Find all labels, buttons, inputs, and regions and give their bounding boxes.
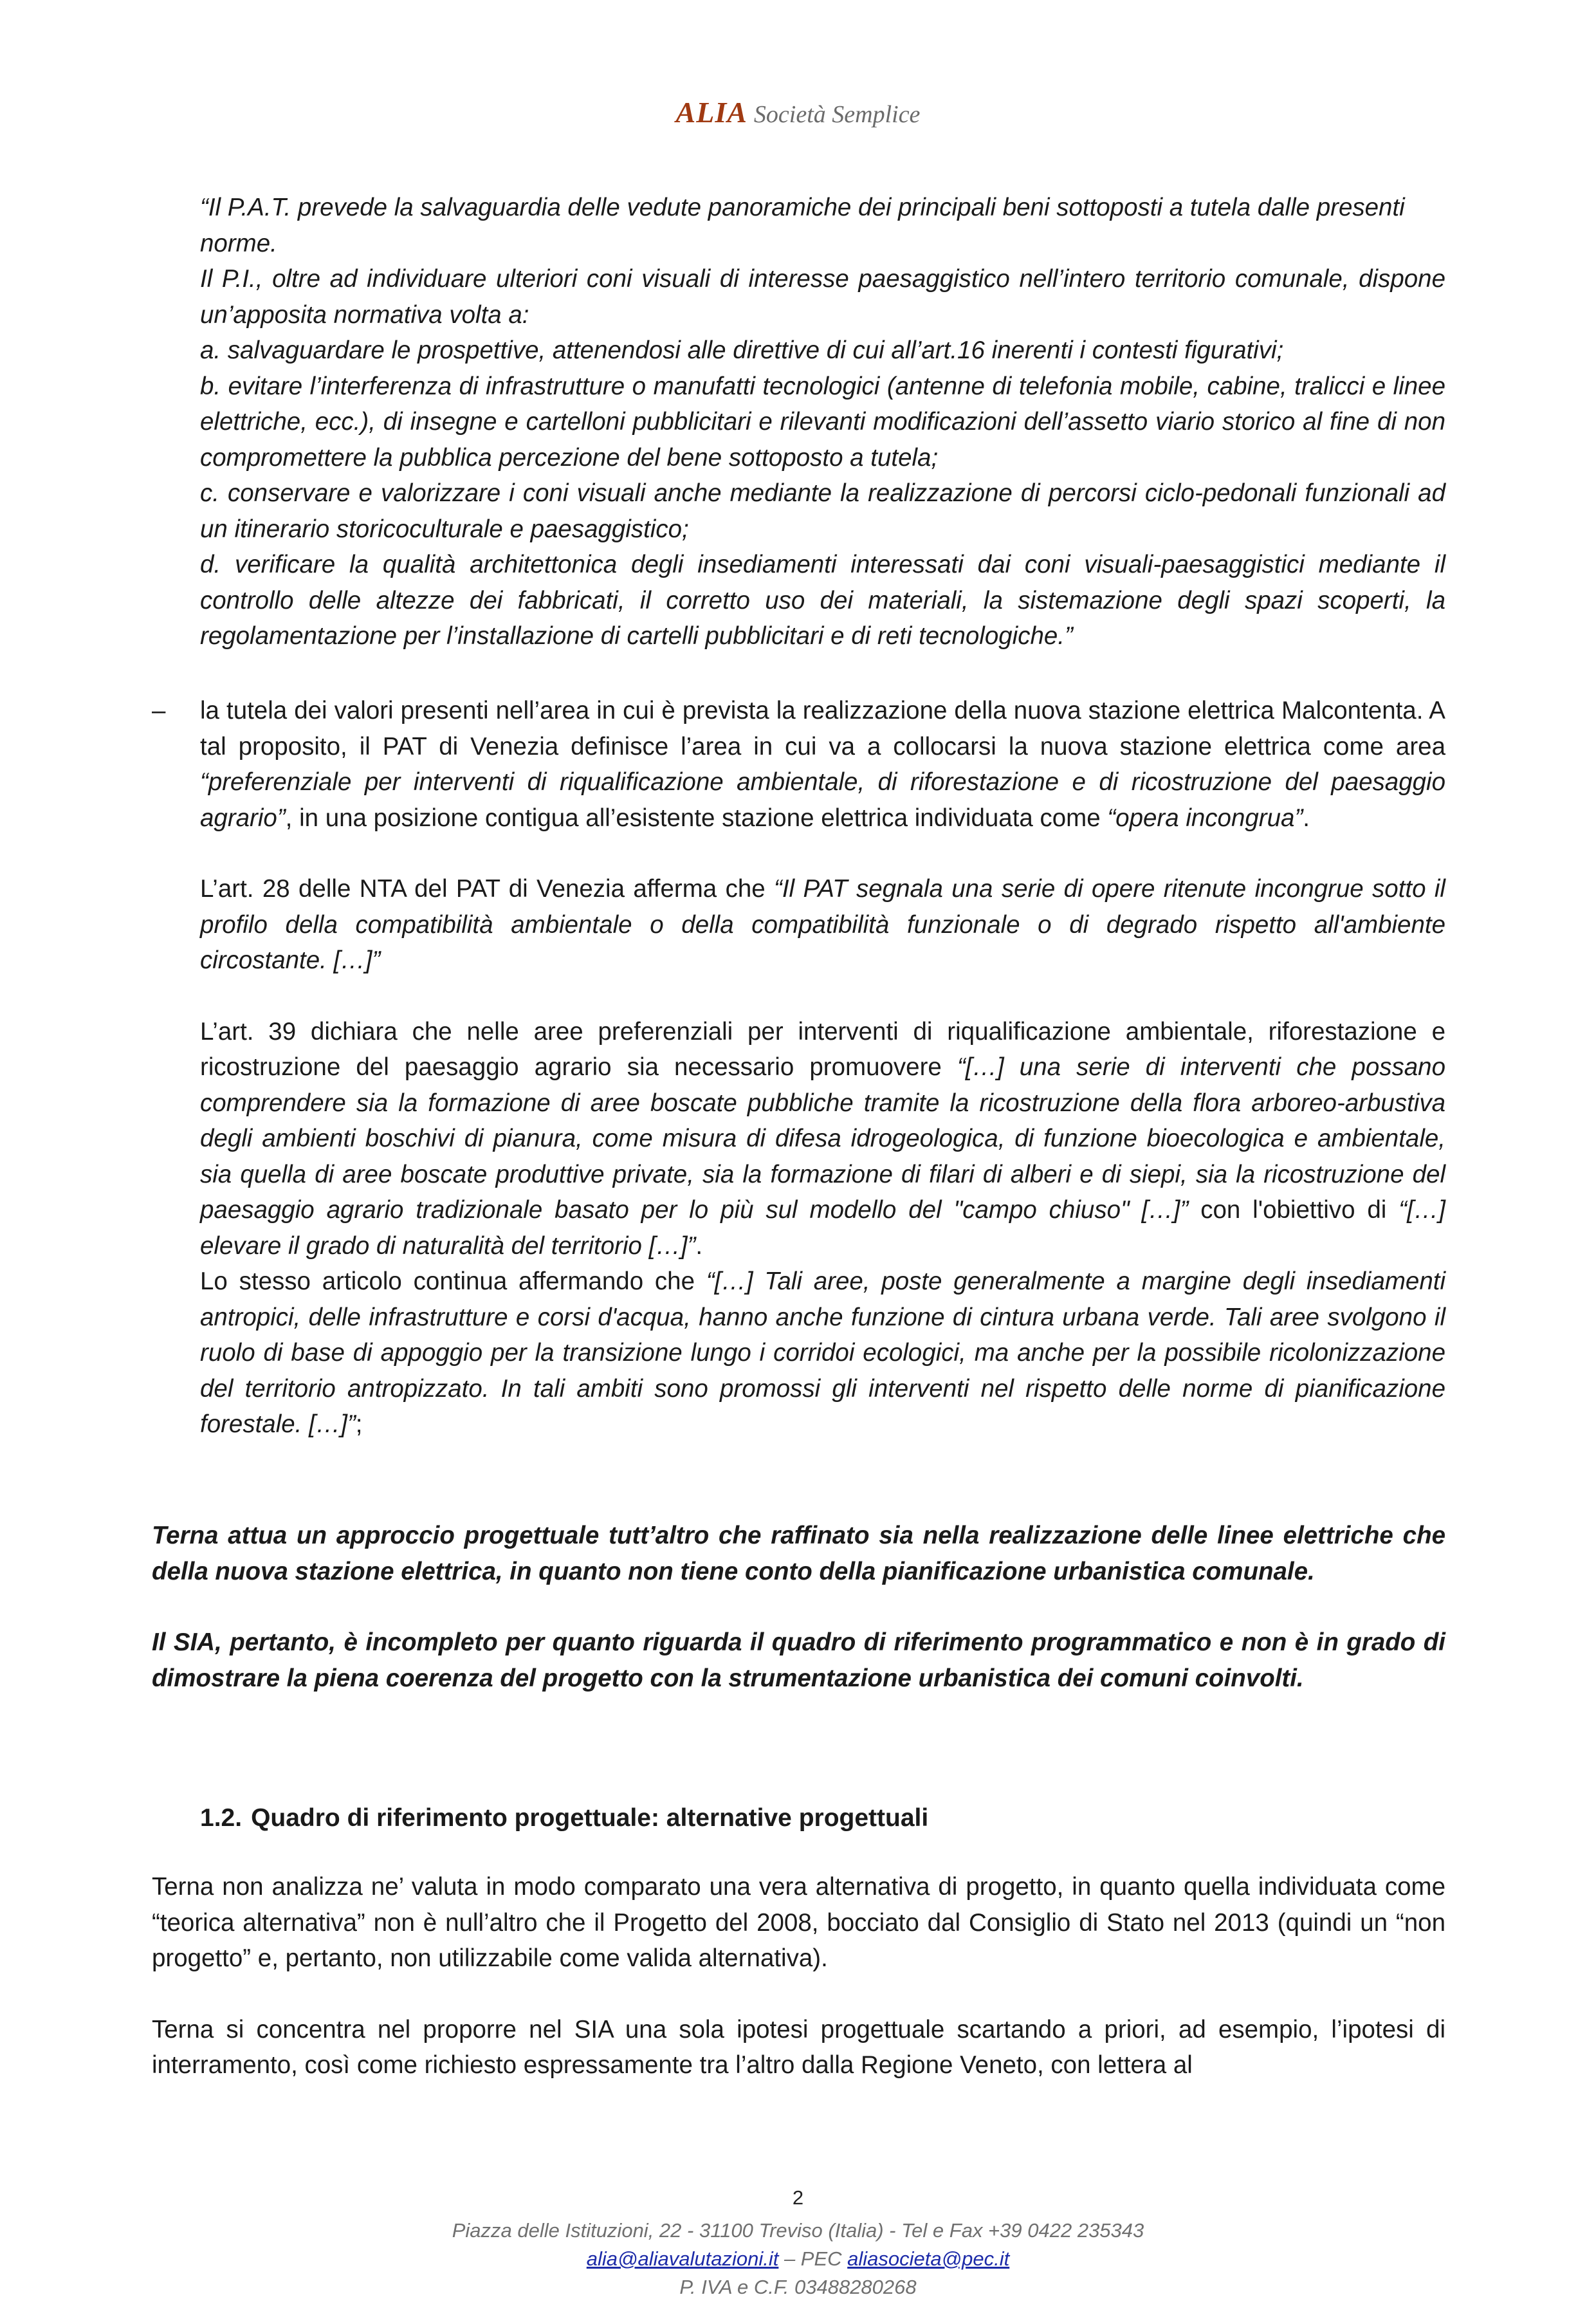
company-subtitle: Società Semplice <box>753 101 921 128</box>
closing-block <box>152 1869 1445 2083</box>
quote-line: a. salvaguardare le prospettive, attenendosi alle direttive di cui all’art.16 inerenti i contesti figurativi; <box>200 337 1284 364</box>
section-number: 1.2. <box>200 1804 243 1832</box>
quote-line: “Il P.A.T. prevede la salvaguardia delle vedute panoramiche dei principali beni sottoposti a tutela dalle presenti norme. <box>200 194 1405 257</box>
quoted-text: “[…] elevare il grado di naturalità del territorio […]” <box>200 1196 1445 1260</box>
text-run: L’art. 28 delle NTA del PAT di Venezia afferma che <box>200 875 775 903</box>
footer-contacts <box>0 2245 1596 2273</box>
quote-line: c. conservare e valorizzare i coni visuali anche mediante la realizzazione di percorsi ciclo-pedonali funzionali ad un itinerario storicoculturale e paesaggistico; <box>200 479 1445 543</box>
footer-vat: P. IVA e C.F. 03488280268 <box>679 2276 917 2298</box>
company-logo-text: ALIA <box>675 96 748 129</box>
conclusion-paragraph: Terna attua un approccio progettuale tutt’altro che raffinato sia nella realizzazione delle linee elettriche che della nuova stazione elettrica, in quanto non tiene conto della pianificazione urbanistica comunale. <box>152 1522 1445 1585</box>
conclusion-paragraph: Il SIA, pertanto, è incompleto per quanto riguarda il quadro di riferimento programmatico e non è in grado di dimostrare la piena coerenza del progetto con la strumentazione urbanistica dei comuni coinvolti. <box>152 1628 1445 1692</box>
text-run: . <box>1303 804 1310 832</box>
body-paragraph: Terna non analizza ne’ valuta in modo comparato una vera alternativa di progetto, in quanto quella individuata come “teorica alternativa” non è null’altro che il Progetto del 2008, bocciato dal Consiglio di Stato nel 2013 (quindi un “non progetto” e, pertanto, non utilizzabile come valida alternativa). <box>152 1873 1445 1972</box>
bullet-paragraph <box>200 1014 1445 1264</box>
section-title: Quadro di riferimento progettuale: alternative progettuali <box>251 1804 929 1832</box>
body-paragraph: Terna si concentra nel proporre nel SIA una sola ipotesi progettuale scartando a priori, ad esempio, l’ipotesi di interramento, così come richiesto espressamente tra l’altro dalla Regione Veneto, con lettera al <box>152 2015 1445 2079</box>
quoted-norms <box>200 190 1445 654</box>
quoted-text: “preferenziale per interventi di riqualificazione ambientale, di riforestazione e di ricostruzione del paesaggio agrario” <box>200 768 1445 832</box>
bullet-paragraph <box>200 693 1445 836</box>
conclusion-block <box>152 1518 1445 1696</box>
text-run: . <box>695 1231 703 1260</box>
pec-label: – PEC <box>778 2247 848 2270</box>
quote-line: d. verificare la qualità architettonica degli insediamenti interessati dai coni visuali-paesaggistici mediante il controllo delle altezze dei fabbricati, il corretto uso dei materiali, la sistemazione degli spazi scoperti, la regolamentazione per l’installazione di cartelli pubblicitari e di reti tecnologiche.” <box>200 551 1445 650</box>
quoted-text: “Il PAT segnala una serie di opere ritenute incongrue sotto il profilo della compatibilità ambientale o della compatibilità funzionale o di degrado rispetto all'ambiente circostante. […]” <box>200 875 1445 974</box>
text-run: Lo stesso articolo continua affermando che <box>200 1268 706 1295</box>
page-number: 2 <box>792 2186 804 2209</box>
text-run: ; <box>355 1410 363 1438</box>
email-link[interactable]: alia@aliavalutazioni.it <box>586 2247 779 2270</box>
bullet-paragraph <box>200 1264 1445 1443</box>
quoted-text: “opera incongrua” <box>1107 804 1303 832</box>
quoted-text: “[…] una serie di interventi che possano comprendere sia la formazione di aree boscate pubbliche tramite la ricostruzione della flora arboreo-arbustiva degli ambienti boschivi di pianura, come misura di difesa idrogeologica, di funzione bioecologica e ambientale, sia quella di aree boscate produttive private, sia la formazione di filari di alberi e di siepi, sia la ricostruzione del paesaggio agrario tradizionale basato per lo più sul modello del "campo chiuso" […]” <box>200 1053 1445 1224</box>
quoted-text: “[…] Tali aree, poste generalmente a margine degli insediamenti antropici, delle infrastrutture e corsi d'acqua, hanno anche funzione di cintura urbana verde. Tali aree svolgono il ruolo di base di appoggio per la transizione lungo i corridoi ecologici, ma anche per la possibile ricolonizzazione del territorio antropizzato. In tali ambiti sono promossi gli interventi nel rispetto delle norme di pianificazione forestale. […]” <box>200 1268 1446 1438</box>
bullet-dash: – <box>152 697 166 724</box>
text-run: , in una posizione contigua all’esistente stazione elettrica individuata come <box>285 804 1108 832</box>
page-header <box>0 95 1596 129</box>
page-footer <box>0 2217 1596 2301</box>
quote-line: b. evitare l’interferenza di infrastrutture o manufatti tecnologici (antenne di telefonia mobile, cabine, tralicci e linee elettriche, ecc.), di insegne e cartelloni pubblicitari e rilevanti modificazioni dell’assetto viario storico al fine di non compromettere la pubblica percezione del bene sottoposto a tutela; <box>200 372 1445 472</box>
section-heading <box>200 1804 928 1832</box>
text-run: L’art. 39 dichiara che nelle aree preferenziali per interventi di riqualificazione ambientale, riforestazione e ricostruzione del paesaggio agrario sia necessario promuovere <box>200 1017 1445 1081</box>
text-run: la tutela dei valori presenti nell’area in cui è prevista la realizzazione della nuova stazione elettrica Malcontenta. A tal proposito, il PAT di Venezia definisce l’area in cui va a collocarsi la nuova stazione elettrica come area <box>200 697 1445 761</box>
footer-address: Piazza delle Istituzioni, 22 - 31100 Treviso (Italia) - Tel e Fax +39 0422 235343 <box>452 2219 1144 2242</box>
quote-line: Il P.I., oltre ad individuare ulteriori coni visuali di interesse paesaggistico nell’intero territorio comunale, dispone un’apposita normativa volta a: <box>200 265 1445 329</box>
pec-email-link[interactable]: aliasocieta@pec.it <box>847 2247 1010 2270</box>
bullet-paragraph <box>200 871 1445 979</box>
bullet-content <box>200 693 1445 1443</box>
text-run: con l'obiettivo di <box>1188 1196 1399 1224</box>
